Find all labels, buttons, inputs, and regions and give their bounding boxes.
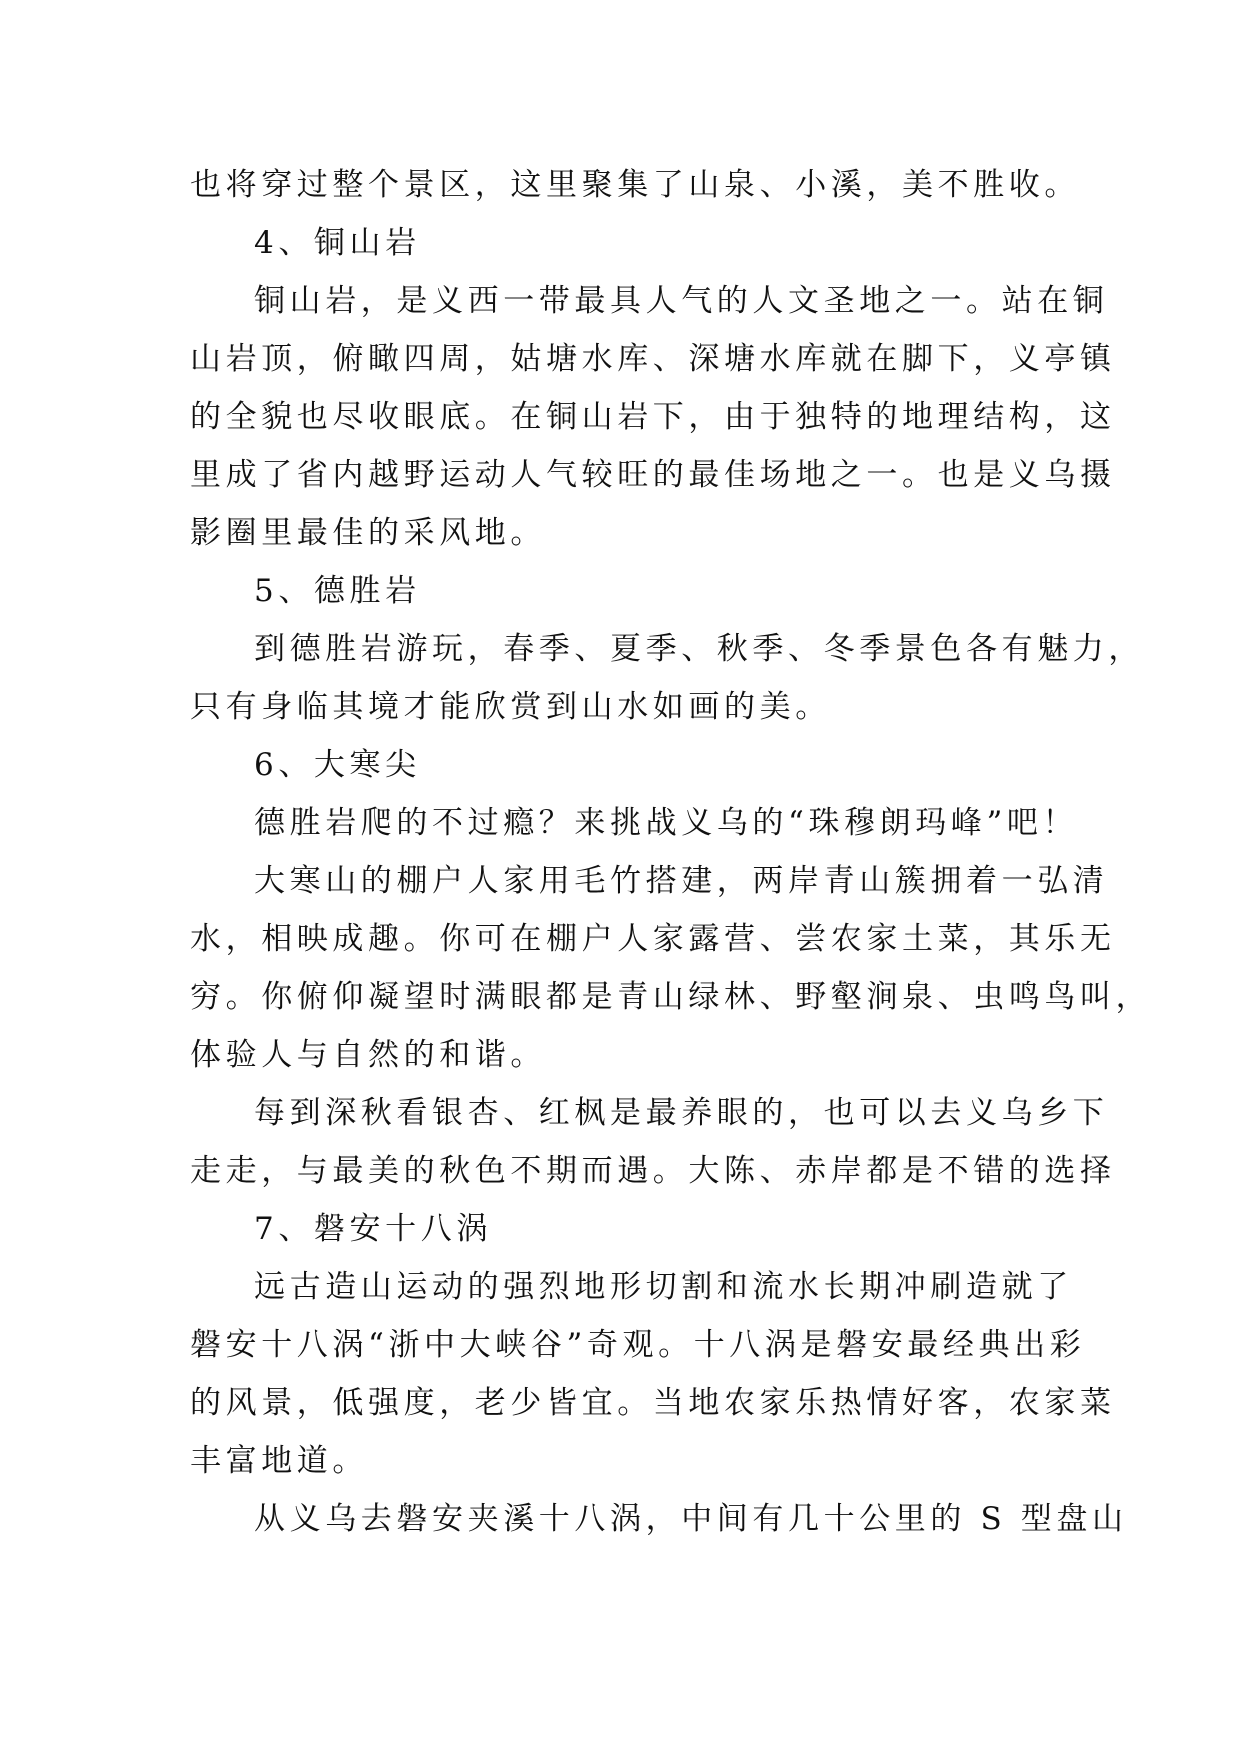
text-line: 水，相映成趣。你可在棚户人家露营、尝农家土菜，其乐无 <box>190 921 1116 957</box>
text-line: 每到深秋看银杏、红枫是最养眼的，也可以去义乌乡下 <box>254 1095 1109 1131</box>
text-line: 从义乌去磐安夹溪十八涡，中间有几十公里的 S 型盘山 <box>254 1501 1128 1537</box>
text-line: 山岩顶，俯瞰四周，姑塘水库、深塘水库就在脚下，义亭镇 <box>190 341 1116 377</box>
text-line: 磐安十八涡“浙中大峡谷”奇观。十八涡是磐安最经典出彩 <box>190 1327 1086 1363</box>
text-line: 里成了省内越野运动人气较旺的最佳场地之一。也是义乌摄 <box>190 457 1116 493</box>
text-line: 的全貌也尽收眼底。在铜山岩下，由于独特的地理结构，这 <box>190 399 1116 435</box>
text-line: 穷。你俯仰凝望时满眼都是青山绿林、野壑涧泉、虫鸣鸟叫， <box>190 979 1152 1015</box>
text-line: 只有身临其境才能欣赏到山水如画的美。 <box>190 689 831 725</box>
text-line: 德胜岩爬的不过瘾？来挑战义乌的“珠穆朗玛峰”吧！ <box>254 805 1079 841</box>
text-line: 的风景，低强度，老少皆宜。当地农家乐热情好客，农家菜 <box>190 1385 1116 1421</box>
text-line: 大寒山的棚户人家用毛竹搭建，两岸青山簇拥着一弘清 <box>254 863 1109 899</box>
text-line: 体验人与自然的和谐。 <box>190 1037 546 1073</box>
section-heading: 4、铜山岩 <box>254 225 421 261</box>
section-heading: 7、磐安十八涡 <box>254 1211 492 1247</box>
text-line: 铜山岩，是义西一带最具人气的人文圣地之一。站在铜 <box>254 283 1109 319</box>
text-line: 影圈里最佳的采风地。 <box>190 515 546 551</box>
section-heading: 5、德胜岩 <box>254 573 421 609</box>
text-line: 也将穿过整个景区，这里聚集了山泉、小溪，美不胜收。 <box>190 167 1080 203</box>
text-line: 走走，与最美的秋色不期而遇。大陈、赤岸都是不错的选择 <box>190 1153 1116 1189</box>
section-heading: 6、大寒尖 <box>254 747 421 783</box>
text-line: 到德胜岩游玩，春季、夏季、秋季、冬季景色各有魅力， <box>254 631 1144 667</box>
text-line: 丰富地道。 <box>190 1443 368 1479</box>
text-line: 远古造山运动的强烈地形切割和流水长期冲刷造就了 <box>254 1269 1073 1305</box>
document-body <box>190 156 1152 1548</box>
